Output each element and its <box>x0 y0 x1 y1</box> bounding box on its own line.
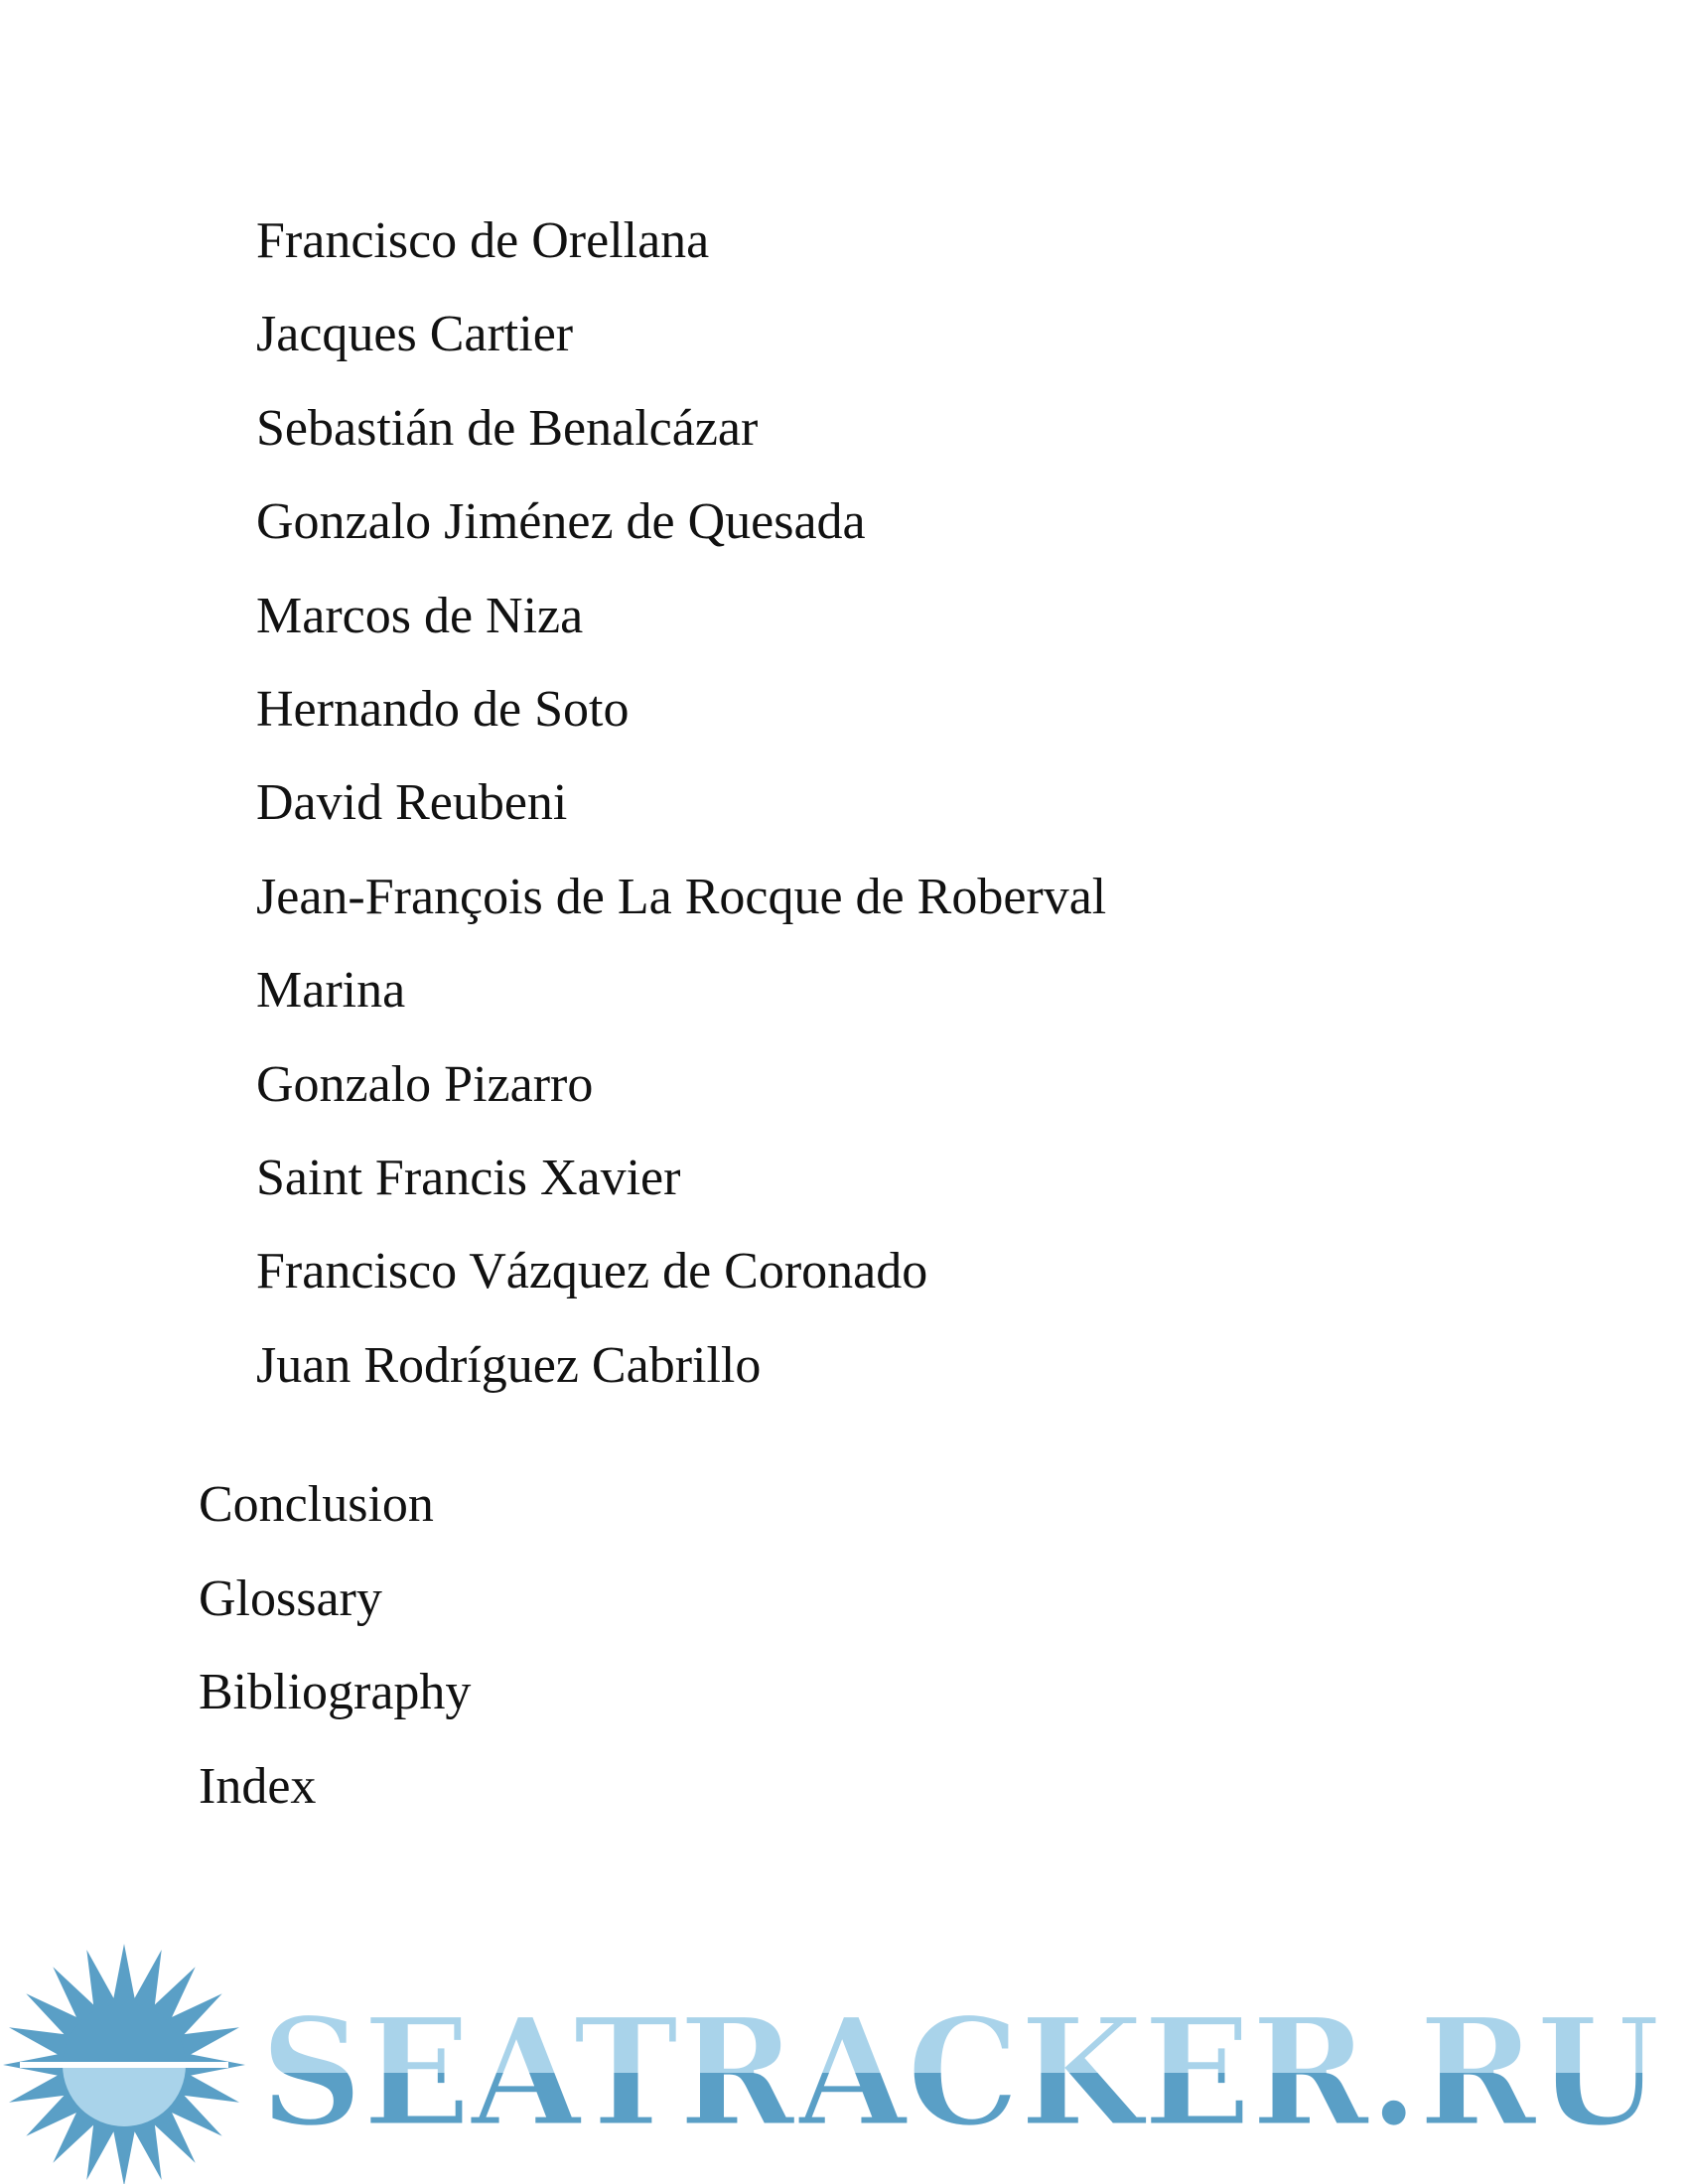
toc-entry[interactable]: Sebastián de Benalcázar <box>256 399 759 457</box>
watermark-logo <box>0 1926 1688 2184</box>
toc-entry[interactable]: Gonzalo Pizarro <box>256 1055 594 1113</box>
toc-entry[interactable]: Francisco Vázquez de Coronado <box>256 1243 928 1300</box>
toc-entry[interactable]: Marina <box>256 962 406 1020</box>
toc-section-list <box>199 1458 471 1834</box>
toc-section-glossary[interactable]: Glossary <box>199 1570 382 1627</box>
toc-explorer-list <box>256 195 1106 1413</box>
watermark-text: SEATRACKER.RU <box>260 1985 1660 2160</box>
toc-entry[interactable]: Jean-François de La Rocque de Roberval <box>256 868 1107 925</box>
toc-entry[interactable]: Marcos de Niza <box>256 587 584 644</box>
toc-entry[interactable]: Francisco de Orellana <box>256 212 710 269</box>
sun-icon <box>3 1944 245 2184</box>
toc-entry[interactable]: Gonzalo Jiménez de Quesada <box>256 493 866 551</box>
toc-section-conclusion[interactable]: Conclusion <box>199 1476 434 1533</box>
toc-section-bibliography[interactable]: Bibliography <box>199 1664 472 1720</box>
toc-entry[interactable]: Hernando de Soto <box>256 680 630 738</box>
toc-entry[interactable]: Saint Francis Xavier <box>256 1149 681 1206</box>
toc-entry[interactable]: Jacques Cartier <box>256 306 574 363</box>
toc-entry[interactable]: David Reubeni <box>256 774 568 832</box>
toc-entry[interactable]: Juan Rodríguez Cabrillo <box>256 1336 762 1394</box>
toc-section-index[interactable]: Index <box>199 1757 317 1815</box>
